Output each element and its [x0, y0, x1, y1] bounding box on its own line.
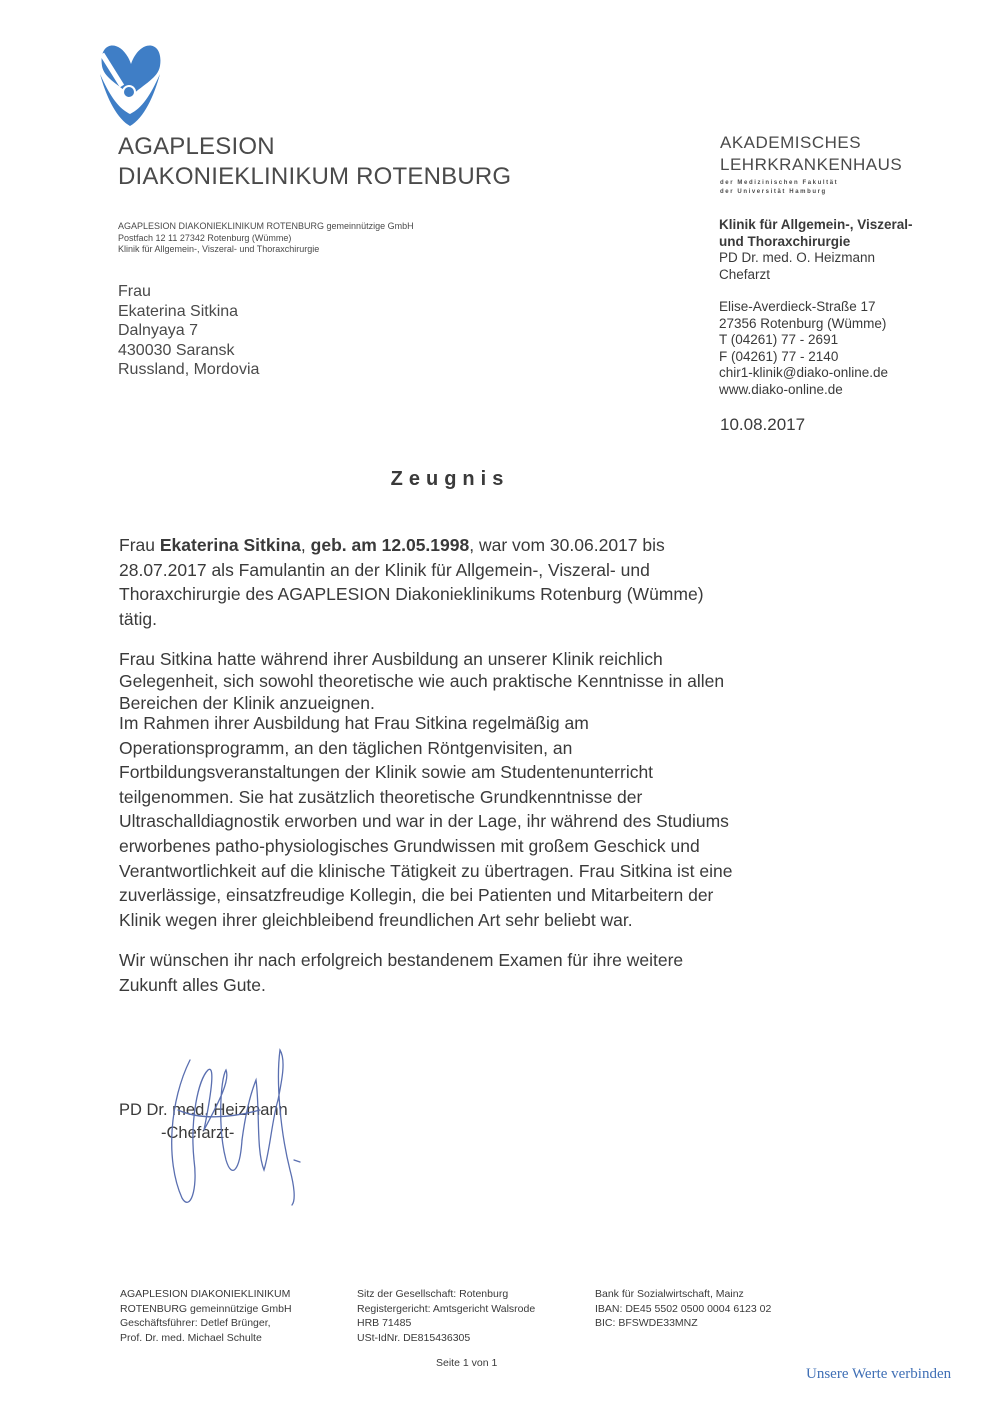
- paragraph-line: Operationsprogramm, an den täglichen Röntgenvisiten, an: [119, 737, 573, 758]
- contact-block: [719, 299, 888, 398]
- handwritten-signature: [160, 1040, 310, 1215]
- text-span: , war vom 30.06.2017 bis: [469, 535, 665, 555]
- org-name-line: DIAKONIEKLINIKUM ROTENBURG: [118, 163, 512, 190]
- paragraph-line: erworbenes patho-physiologisches Grundwissen mit großem Geschick und: [119, 835, 700, 856]
- recipient-line: Russland, Mordovia: [118, 361, 260, 379]
- signatory-role: -Chefarzt-: [161, 1124, 235, 1142]
- sender-line: Klinik für Allgemein-, Viszeral- und Thoraxchirurgie: [118, 244, 320, 254]
- contact-phone: T (04261) 77 - 2691: [719, 332, 839, 347]
- academic-title-line: AKADEMISCHES: [720, 133, 862, 152]
- academic-subtitle-line: der Medizinischen Fakultät: [720, 180, 839, 186]
- paragraph-line: [119, 533, 819, 558]
- text-span: ,: [300, 535, 311, 555]
- paragraph-line: Ultraschalldiagnostik erworben und war in der Lage, ihr während des Studiums: [119, 811, 729, 832]
- footer-line: Sitz der Gesellschaft: Rotenburg: [357, 1288, 509, 1300]
- footer-line: USt-IdNr. DE815436305: [357, 1331, 471, 1344]
- recipient-line: 430030 Saransk: [118, 341, 235, 359]
- organization-name: [118, 132, 511, 192]
- footer-line: BIC: BFSWDE33MNZ: [595, 1317, 698, 1329]
- student-name: Ekaterina Sitkina: [159, 535, 301, 555]
- footer-line: HRB 71485: [357, 1317, 412, 1329]
- paragraph-line: Gelegenheit, sich sowohl theoretische wie auch praktische Kenntnisse in allen: [119, 671, 725, 691]
- footer-line: IBAN: DE45 5502 0500 0004 6123 02: [595, 1302, 772, 1315]
- academic-subtitle-line: der Universität Hamburg: [720, 189, 827, 195]
- footer-line: Geschäftsführer: Detlef Brünger,: [120, 1317, 271, 1329]
- body-paragraph-2: [119, 648, 819, 714]
- signatory-name: PD Dr. med. Heizmann: [119, 1101, 288, 1119]
- paragraph-line: Fortbildungsveranstaltungen der Klinik sowie am Studentenunterricht: [119, 762, 654, 783]
- sender-line: AGAPLESION DIAKONIEKLINIKUM ROTENBURG gemeinnützige GmbH: [118, 221, 414, 231]
- paragraph-line: Wir wünschen ihr nach erfolgreich bestandenem Examen für ihre weitere: [119, 950, 684, 970]
- body-paragraph-3: [119, 711, 819, 932]
- paragraph-line: teilgenommen. Sie hat zusätzlich theoretische Grundkenntnisse der: [119, 786, 643, 807]
- paragraph-line: Klinik wegen ihrer gleichbleibend freundlichen Art sehr beliebt war.: [119, 909, 633, 930]
- recipient-line: Ekaterina Sitkina: [118, 302, 239, 320]
- footer-company-info: [120, 1287, 292, 1345]
- agaplesion-logo: [98, 34, 164, 130]
- department-block: [719, 217, 913, 283]
- footer-bank-info: [595, 1287, 771, 1331]
- footer-registry-info: [357, 1287, 535, 1345]
- paragraph-line: Bereichen der Klinik anzueignen.: [119, 693, 375, 713]
- paragraph-line: zuverlässige, einsatzfreudige Kollegin, die bei Patienten und Mitarbeitern der: [119, 885, 714, 906]
- document-title: Zeugnis: [390, 468, 510, 490]
- footer-motto: Unsere Werte verbinden: [806, 1366, 952, 1382]
- sender-return-address: [118, 221, 414, 256]
- birth-date: geb. am 12.05.1998: [310, 535, 470, 555]
- department-name-line: Klinik für Allgemein-, Viszeral-: [719, 217, 913, 232]
- body-paragraph-4: [119, 948, 819, 998]
- paragraph-line: Im Rahmen ihrer Ausbildung hat Frau Sitkina regelmäßig am: [119, 713, 589, 733]
- footer-line: AGAPLESION DIAKONIEKLINIKUM: [120, 1288, 291, 1300]
- recipient-line: Frau: [118, 283, 151, 300]
- paragraph-line: Frau Sitkina hatte während ihrer Ausbildung an unserer Klinik reichlich: [119, 649, 663, 669]
- org-name-line: AGAPLESION: [118, 133, 275, 160]
- contact-fax: F (04261) 77 - 2140: [719, 348, 839, 364]
- text-span: Frau: [119, 535, 160, 555]
- academic-hospital-block: [720, 132, 902, 197]
- letter-date: 10.08.2017: [720, 415, 806, 434]
- paragraph-line: tätig.: [119, 609, 157, 630]
- paragraph-line: Thoraxchirurgie des AGAPLESION Diakonieklinikums Rotenburg (Wümme): [119, 584, 704, 605]
- body-paragraph-1: [119, 533, 819, 632]
- footer-line: Registergericht: Amtsgericht Walsrode: [357, 1302, 536, 1315]
- department-head: PD Dr. med. O. Heizmann: [719, 250, 876, 265]
- contact-city: 27356 Rotenburg (Wümme): [719, 315, 887, 331]
- contact-email: chir1-klinik@diako-online.de: [719, 365, 889, 380]
- department-name-line: und Thoraxchirurgie: [719, 233, 851, 249]
- page-number: Seite 1 von 1: [436, 1357, 498, 1369]
- contact-street: Elise-Averdieck-Straße 17: [719, 299, 876, 314]
- paragraph-line: 28.07.2017 als Famulantin an der Klinik für Allgemein-, Viszeral- und: [119, 559, 650, 580]
- footer-line: ROTENBURG gemeinnützige GmbH: [120, 1302, 292, 1315]
- paragraph-line: Verantwortlichkeit auf die klinische Tätigkeit zu übertragen. Frau Sitkina ist eine: [119, 860, 733, 881]
- academic-title-line: LEHRKRANKENHAUS: [720, 155, 903, 174]
- department-head-role: Chefarzt: [719, 266, 771, 282]
- recipient-address: [118, 282, 259, 380]
- paragraph-line: Zukunft alles Gute.: [119, 975, 266, 995]
- footer-line: Bank für Sozialwirtschaft, Mainz: [595, 1288, 744, 1300]
- contact-website: www.diako-online.de: [719, 381, 843, 397]
- footer-line: Prof. Dr. med. Michael Schulte: [120, 1331, 262, 1344]
- recipient-line: Dalnyaya 7: [118, 322, 199, 340]
- sender-line: Postfach 12 11 27342 Rotenburg (Wümme): [118, 232, 292, 243]
